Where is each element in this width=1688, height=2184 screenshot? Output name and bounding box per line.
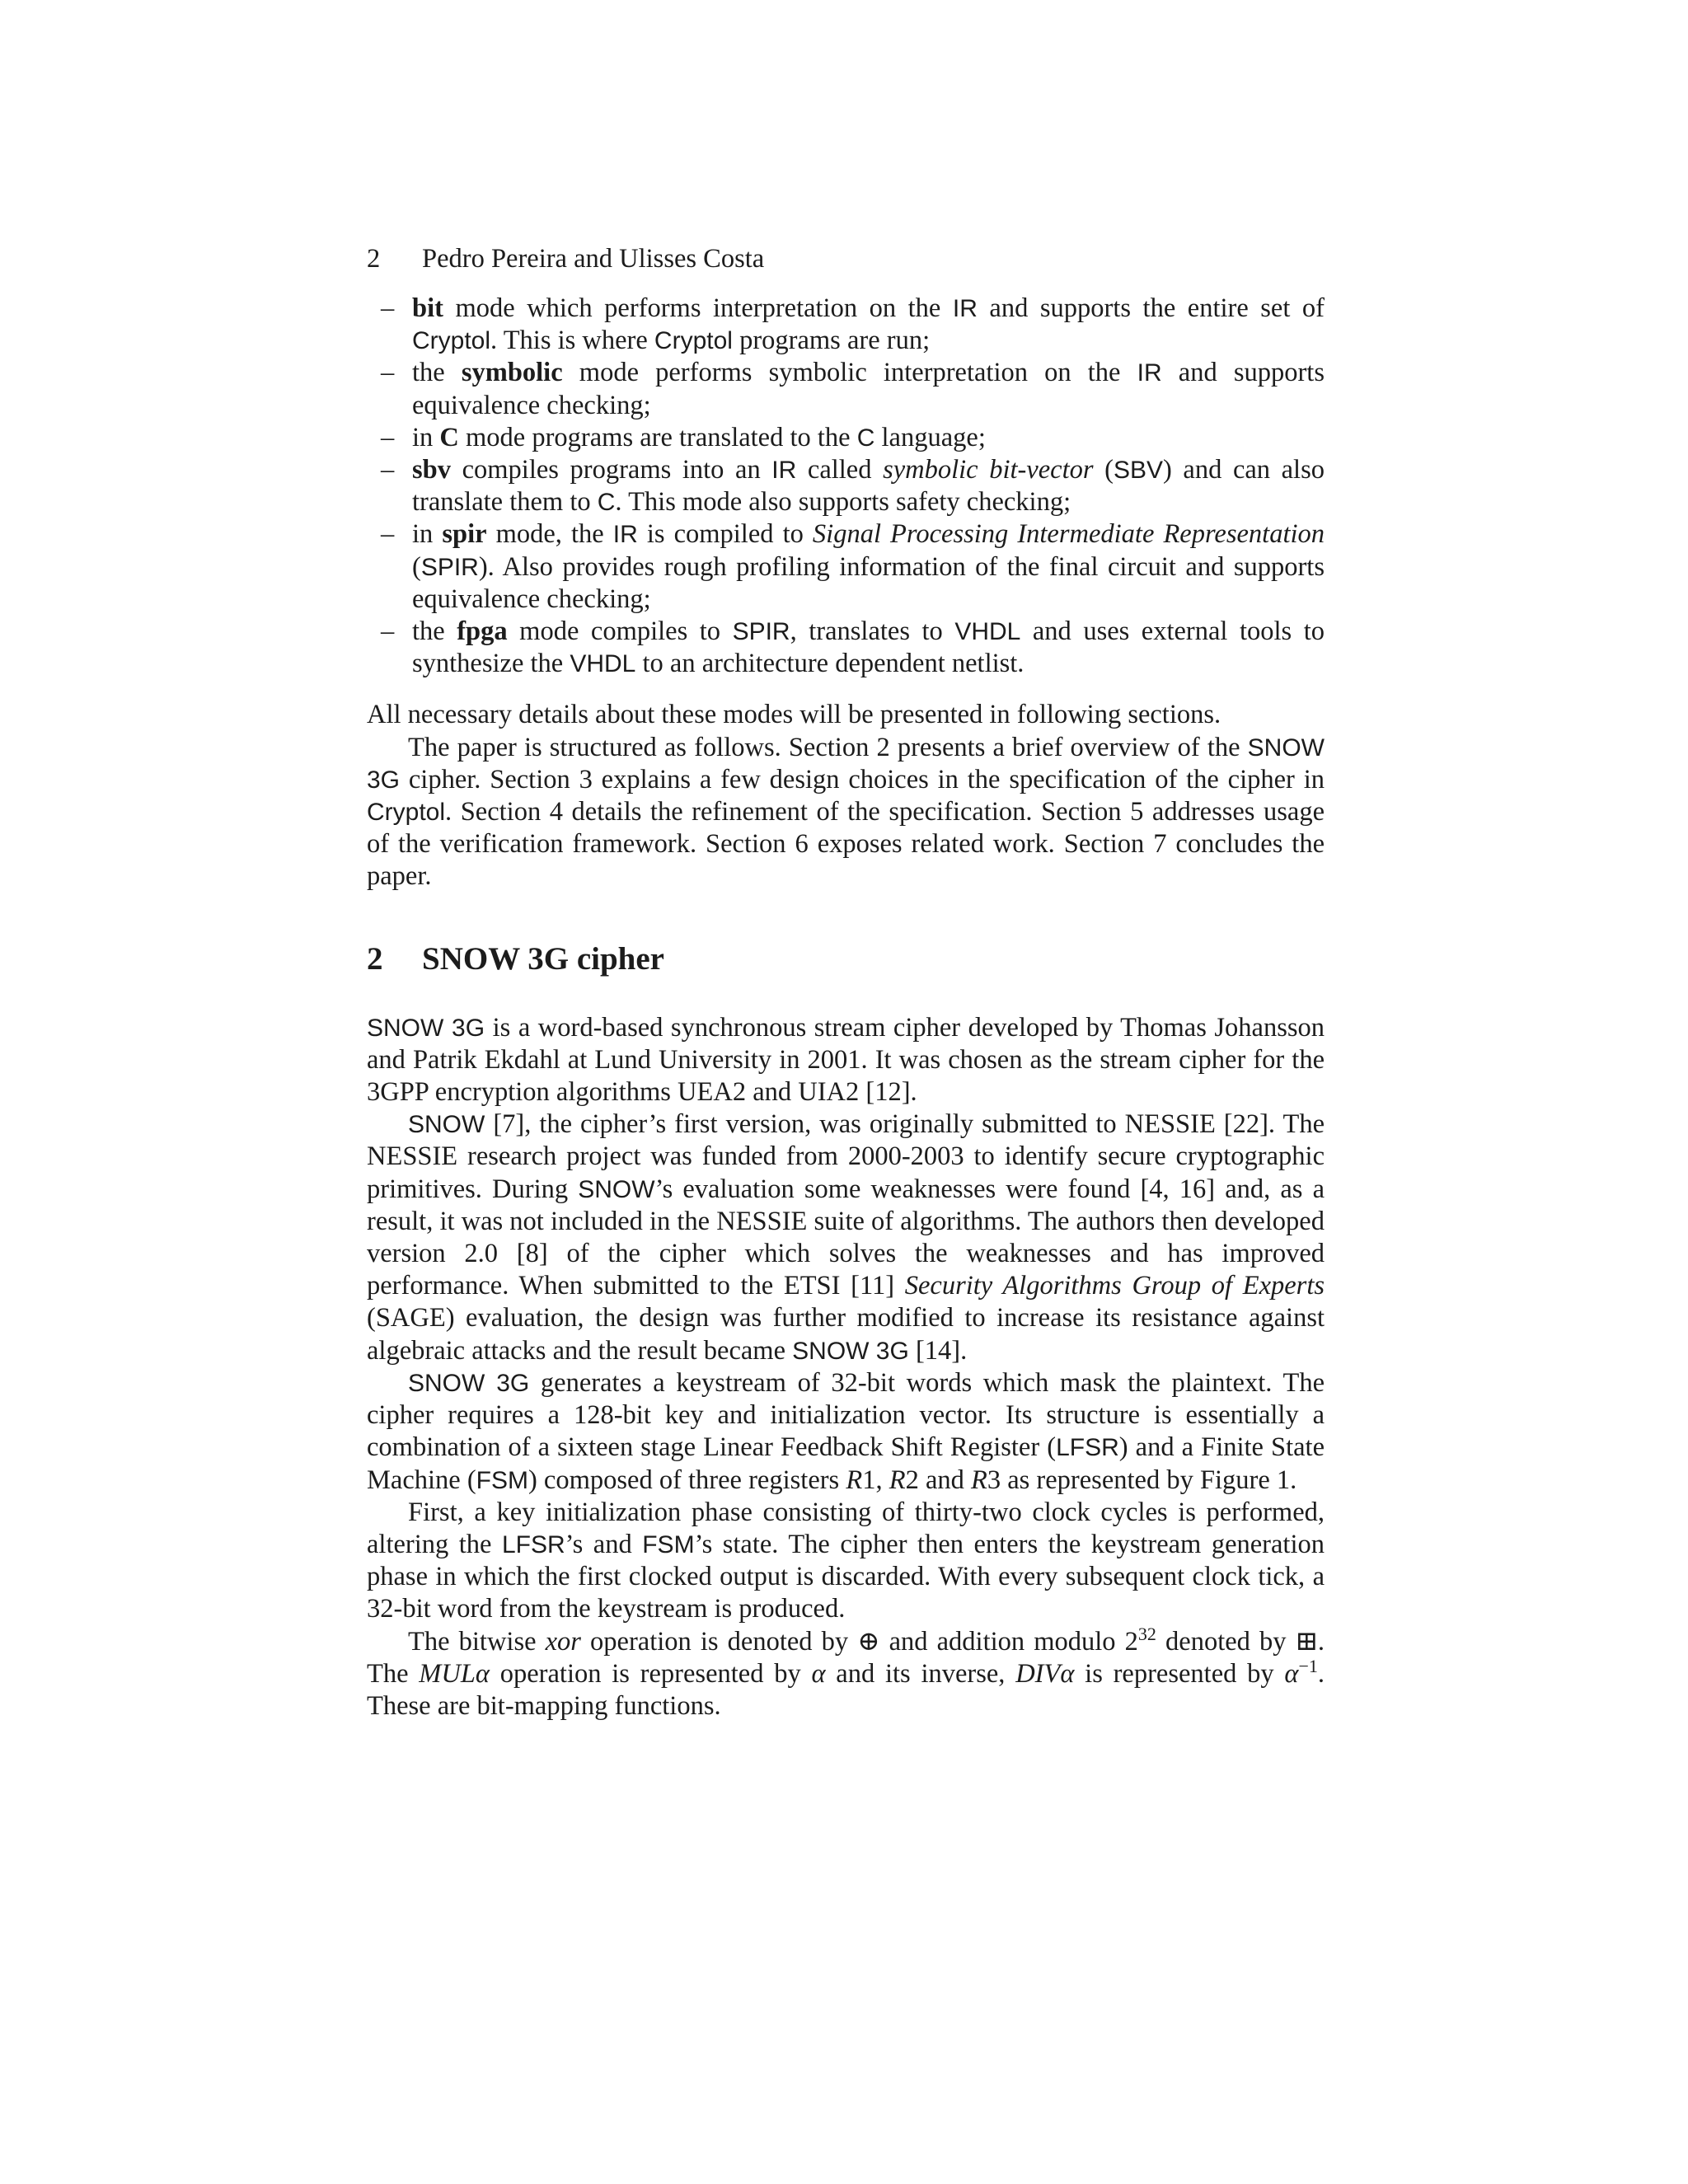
- section-heading: [367, 941, 1325, 977]
- running-header: [367, 243, 1325, 293]
- list-item-c: – in C mode programs are translated to the C language;: [367, 422, 1325, 454]
- body-paragraph-3: SNOW 3G generates a keystream of 32-bit words which mask the plaintext. The cipher requires a 128-bit key and initialization vector. Its structure is essentially a combination of a sixteen stage Linear Feedback Shift Register (LFSR) and a Finite State Machine (FSM) composed of three registers R1, R2 and R3 as represented by Figure 1.: [367, 1367, 1325, 1495]
- body-paragraph-2: SNOW [7], the cipher’s first version, was originally submitted to NESSIE [22]. The NESSIE research project was funded from 2000-2003 to identify secure cryptographic primitives. During SNOW’s evaluation some weaknesses were found [4, 16] and, as a result, it was not included in the NESSIE suite of algorithms. The authors then developed version 2.0 [8] of the cipher which solves the weaknesses and has improved performance. When submitted to the ETSI [11] Security Algorithms Group of Experts (SAGE) evaluation, the design was further modified to increase its resistance against algebraic attacks and the result became SNOW 3G [14].: [367, 1109, 1325, 1366]
- modes-list: [367, 293, 1325, 680]
- list-item-fpga: – the fpga mode compiles to SPIR, translates to VHDL and uses external tools to synthesize the VHDL to an architecture dependent netlist.: [367, 616, 1325, 680]
- list-item-spir: – in spir mode, the IR is compiled to Signal Processing Intermediate Representation (SPIR). Also provides rough profiling information of the final circuit and supports equivalence checking;: [367, 518, 1325, 616]
- list-item-sbv: – sbv compiles programs into an IR called symbolic bit-vector (SBV) and can also translate them to C. This mode also supports safety checking;: [367, 454, 1325, 518]
- section-number: 2: [367, 940, 383, 977]
- section-title: SNOW 3G cipher: [422, 940, 664, 977]
- list-item-bit: – bit mode which performs interpretation on the IR and supports the entire set of Cryptol. This is where Cryptol programs are run;: [367, 293, 1325, 357]
- intro-paragraph-1: All necessary details about these modes will be presented in following sections.: [367, 700, 1221, 730]
- paper-page: [367, 243, 1325, 1722]
- body-paragraph-1: SNOW 3G is a word-based synchronous stream cipher developed by Thomas Johansson and Patrik Ekdahl at Lund University in 2001. It was chosen as the stream cipher for the 3GPP encryption algorithms UEA2 and UIA2 [12].: [367, 1012, 1325, 1108]
- list-item-symbolic: – the symbolic mode performs symbolic interpretation on the IR and supports equivalence checking;: [367, 357, 1325, 421]
- running-header-authors: Pedro Pereira and Ulisses Costa: [422, 244, 765, 274]
- body-paragraph-5: The bitwise xor operation is denoted by ⊕ and addition modulo $2^{32}$ denoted by ⊞. The MULα operation is represented by α and its inverse, DIVα is represented by $\alpha^{-1}$. These are bit-mapping functions.: [367, 1623, 1325, 1721]
- page-number: 2: [367, 244, 381, 274]
- body-paragraph-4: First, a key initialization phase consisting of thirty-two clock cycles is performed, altering the LFSR’s and FSM’s state. The cipher then enters the keystream generation phase in which the first clocked output is discarded. With every subsequent clock tick, a 32-bit word from the keystream is produced.: [367, 1497, 1325, 1624]
- intro-paragraph-2: The paper is structured as follows. Section 2 presents a brief overview of the SNOW 3G cipher. Section 3 explains a few design choices in the specification of the cipher in Cryptol. Section 4 details the refinement of the specification. Section 5 addresses usage of the verification framework. Section 6 exposes related work. Section 7 concludes the paper.: [367, 732, 1325, 892]
